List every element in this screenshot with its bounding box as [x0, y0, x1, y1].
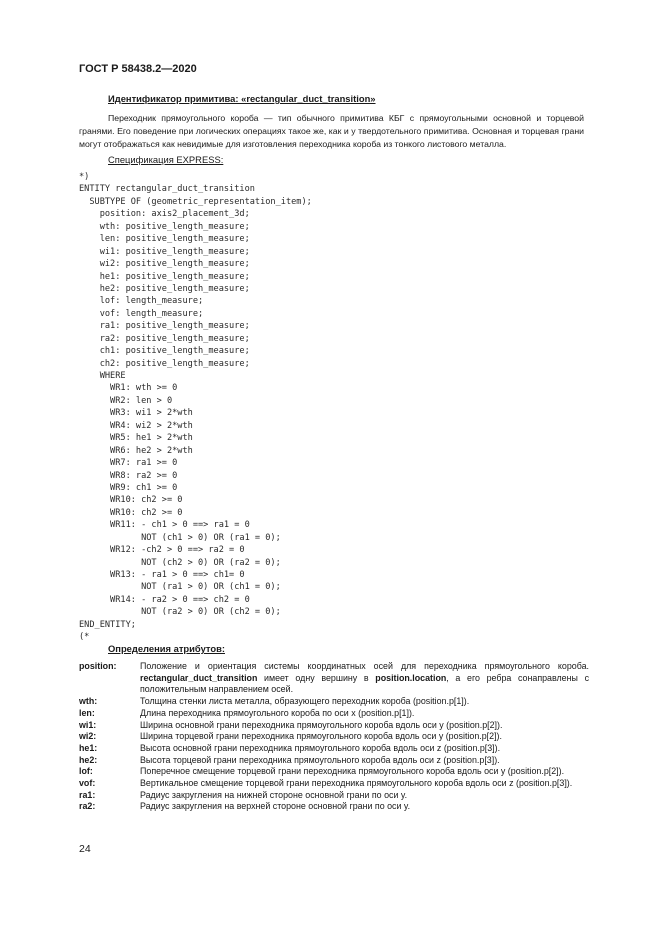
- code-line: WR2: len > 0: [79, 395, 173, 406]
- description-paragraph: Переходник прямоугольного короба — тип обычного примитива КБГ с прямоугольными основной и торцевой гранями. Его поведение при логических операциях такое же, как и у твердотельного примитива. Основная и торцевая грани могут отображаться как невидимые для изготовления переходника короба из тонкого листового металла.: [79, 113, 584, 149]
- code-line: WR4: wi2 > 2*wth: [79, 420, 193, 431]
- attr-term: wth:: [79, 696, 98, 707]
- attr-definition: Радиус закругления на нижней стороне основной грани по оси y.: [140, 789, 408, 800]
- attr-row-wi1: [79, 720, 589, 732]
- attr-term: position:: [79, 661, 117, 671]
- attr-definition: Ширина основной грани переходника прямоугольного короба вдоль оси y (position.p[2]).: [140, 719, 503, 730]
- attr-definition: Высота торцевой грани переходника прямоугольного короба вдоль оси z (position.p[3]).: [140, 754, 500, 765]
- attr-definition: [140, 661, 589, 696]
- code-line: WR1: wth >= 0: [79, 383, 178, 394]
- code-line: WHERE: [79, 371, 126, 381]
- attr-term: vof:: [79, 778, 96, 789]
- code-line: WR9: ch1 >= 0: [79, 482, 178, 493]
- code-line: WR6: he2 > 2*wth: [79, 445, 193, 456]
- attr-row-ra1: [79, 790, 589, 802]
- attr-row-vof: [79, 778, 589, 790]
- code-line: wi2: positive_length_measure;: [79, 259, 250, 270]
- code-line: WR7: ra1 >= 0: [79, 458, 178, 469]
- attr-definition: Длина переходника прямоугольного короба по оси x (position.p[1]).: [140, 707, 415, 718]
- page-number: 24: [79, 843, 91, 855]
- attr-row-position: [79, 661, 589, 696]
- code-line: WR13: - ra1 > 0 ==> ch1= 0: [79, 570, 245, 580]
- attr-text-mid: имеет одну вершину в: [257, 672, 376, 683]
- attr-term: he2:: [79, 754, 98, 765]
- express-spec-label: Спецификация EXPRESS:: [108, 154, 224, 165]
- attr-term: ra2:: [79, 801, 96, 812]
- code-line: wth: positive_length_measure;: [79, 221, 250, 232]
- code-line: WR8: ra2 >= 0: [79, 470, 178, 481]
- code-line: len: positive_length_measure;: [79, 234, 250, 245]
- code-line: lof: length_measure;: [79, 296, 204, 307]
- attr-definition: Толщина стенки листа металла, образующего переходник короба (position.p[1]).: [140, 696, 470, 707]
- code-line: WR11: - ch1 > 0 ==> ra1 = 0: [79, 520, 250, 531]
- attr-definition: Вертикальное смещение торцевой грани переходника прямоугольного короба вдоль оси z (position.p[3]).: [140, 778, 573, 789]
- attr-row-wi2: [79, 731, 589, 743]
- code-line: WR5: he1 > 2*wth: [79, 433, 193, 444]
- attr-text: Положение и ориентация системы координатных осей для переходника прямоугольного короба.: [140, 661, 589, 671]
- code-line: he1: positive_length_measure;: [79, 271, 250, 282]
- code-line: (*: [79, 632, 90, 643]
- section-title: Идентификатор примитива: «rectangular_duct_transition»: [108, 93, 376, 104]
- attr-definition: Ширина торцевой грани переходника прямоугольного короба вдоль оси y (position.p[2]).: [140, 731, 502, 742]
- attr-term: he1:: [79, 742, 98, 753]
- attr-definition: Радиус закругления на верхней стороне основной грани по оси y.: [140, 801, 411, 812]
- code-line: WR12: -ch2 > 0 ==> ra2 = 0: [79, 545, 245, 556]
- code-line: SUBTYPE OF (geometric_representation_item);: [79, 196, 312, 207]
- attr-term: len:: [79, 707, 95, 718]
- code-line: NOT (ra1 > 0) OR (ch1 = 0);: [79, 582, 281, 593]
- attr-term: wi2:: [79, 731, 97, 742]
- code-line: position: axis2_placement_3d;: [79, 209, 250, 220]
- code-line: vof: length_measure;: [79, 308, 204, 319]
- attr-row-wth: [79, 696, 589, 708]
- attribute-definitions: [79, 661, 589, 813]
- code-line: ra1: positive_length_measure;: [79, 321, 250, 332]
- attr-definition: Высота основной грани переходника прямоугольного короба вдоль оси z (position.p[3]).: [140, 742, 501, 753]
- code-line: END_ENTITY;: [79, 619, 136, 630]
- code-line: WR3: wi1 > 2*wth: [79, 408, 193, 419]
- attr-bold-term: rectangular_duct_transition: [140, 672, 258, 683]
- attr-row-he2: [79, 755, 589, 767]
- attr-bold-term: position.location: [375, 672, 447, 683]
- code-line: NOT (ra2 > 0) OR (ch2 = 0);: [79, 607, 281, 618]
- attr-text-tail: , а его ребра сонаправлены с положительным направлением осей.: [140, 672, 590, 695]
- code-line: NOT (ch1 > 0) OR (ra1 = 0);: [79, 532, 281, 543]
- code-line: WR10: ch2 >= 0: [79, 507, 183, 518]
- code-line: WR14: - ra2 > 0 ==> ch2 = 0: [79, 594, 250, 605]
- code-line: WR10: ch2 >= 0: [79, 495, 183, 506]
- standard-header: ГОСТ Р 58438.2—2020: [79, 63, 197, 75]
- code-line: wi1: positive_length_measure;: [79, 246, 250, 257]
- attr-row-ra2: [79, 801, 589, 813]
- attr-row-he1: [79, 743, 589, 755]
- code-line: ra2: positive_length_measure;: [79, 333, 250, 344]
- code-line: *): [79, 172, 90, 182]
- express-code-block: [79, 171, 312, 644]
- attr-definition: Поперечное смещение торцевой грани переходника прямоугольного короба вдоль оси y (position.p[2]).: [140, 766, 565, 777]
- attr-term: ra1:: [79, 789, 96, 800]
- code-line: NOT (ch2 > 0) OR (ra2 = 0);: [79, 557, 281, 568]
- code-line: ch1: positive_length_measure;: [79, 346, 250, 357]
- attr-row-lof: [79, 766, 589, 778]
- attr-row-len: [79, 708, 589, 720]
- code-line: he2: positive_length_measure;: [79, 283, 250, 294]
- attr-term: lof:: [79, 766, 93, 777]
- attributes-title: Определения атрибутов:: [108, 643, 225, 654]
- code-line: ENTITY rectangular_duct_transition: [79, 184, 255, 195]
- code-line: ch2: positive_length_measure;: [79, 358, 250, 369]
- attr-term: wi1:: [79, 719, 97, 730]
